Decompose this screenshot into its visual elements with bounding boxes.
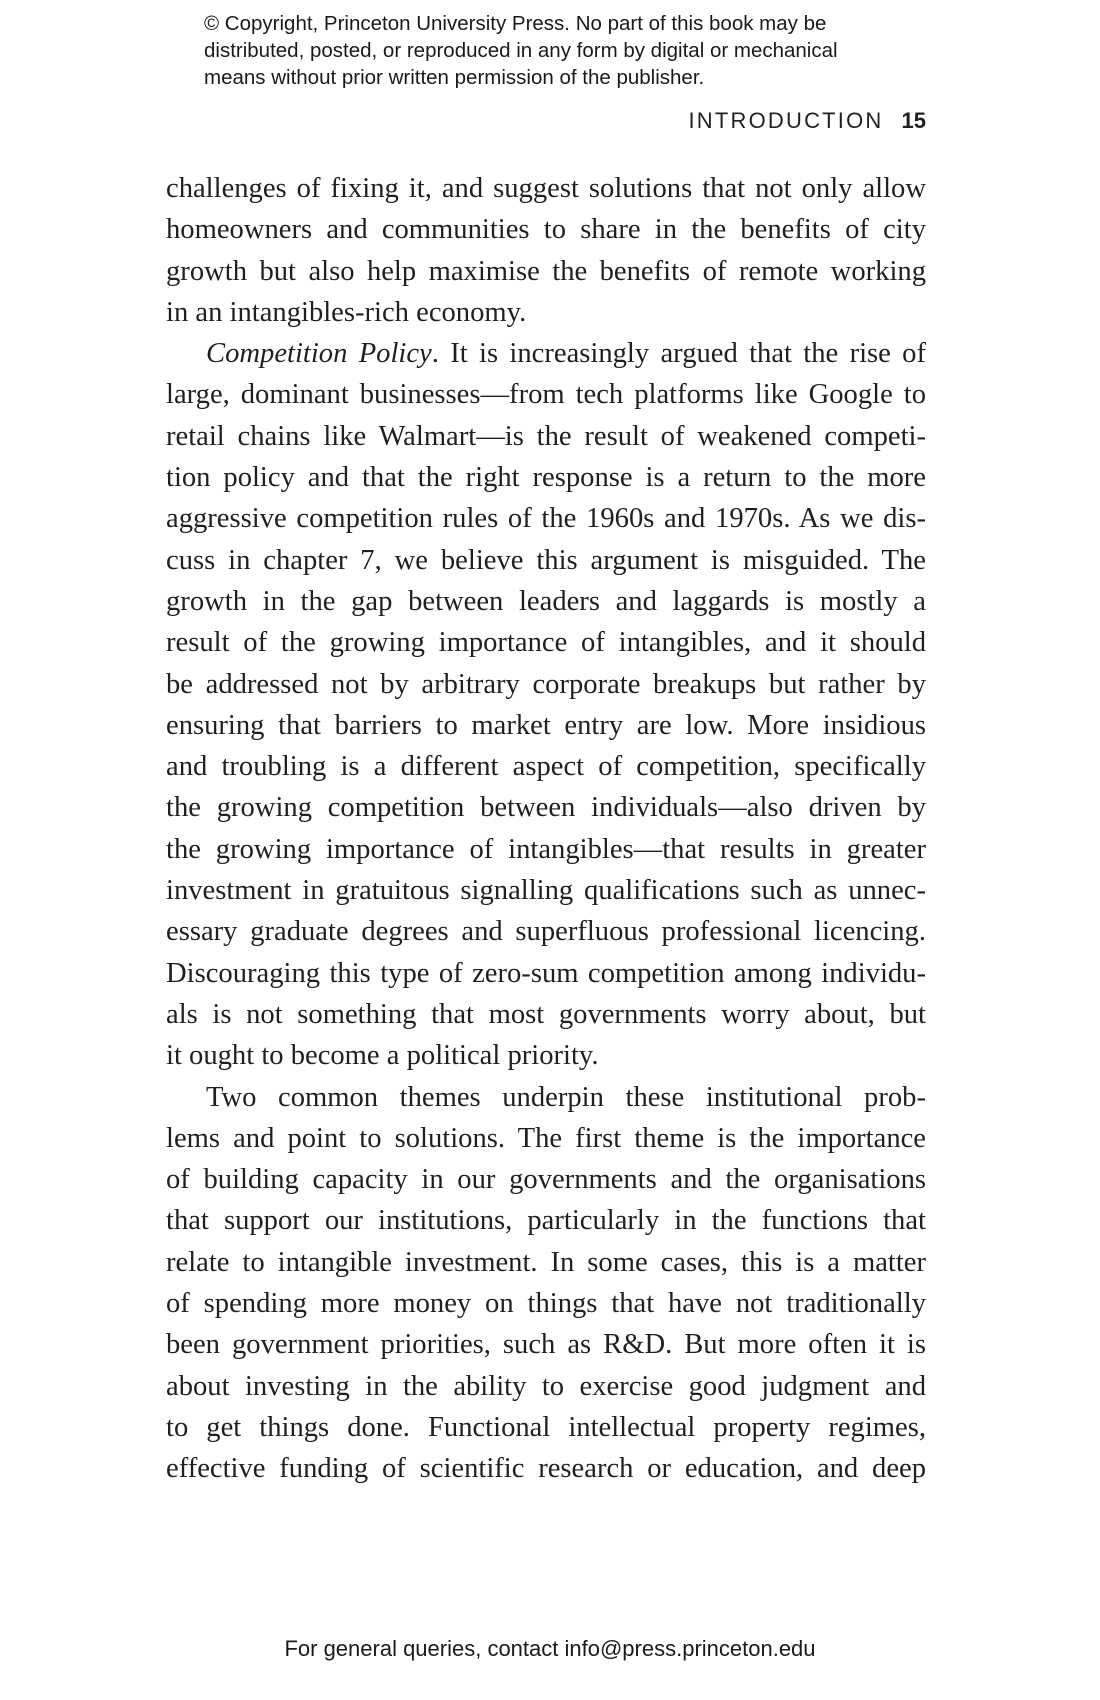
text-line: essary graduate degrees and superfluous professional licencing. — [166, 916, 926, 948]
text-line: als is not something that most governments worry about, but — [166, 998, 926, 1030]
text-line: in an intangibles-rich economy. — [166, 296, 527, 328]
running-head-section: INTRODUCTION — [688, 108, 884, 133]
running-head — [688, 108, 926, 134]
copyright-line: © Copyright, Princeton University Press. No part of this book may be — [204, 12, 827, 35]
text-line: challenges of fixing it, and suggest solutions that not only allow — [166, 173, 926, 204]
text-line: result of the growing importance of intangibles, and it should — [166, 627, 926, 659]
text-line: tion policy and that the right response is a return to the more — [166, 462, 926, 494]
text-line: been government priorities, such as R&D. But more often it is — [166, 1329, 926, 1361]
italic-lead-in: Competition Policy — [206, 338, 432, 370]
copyright-notice — [204, 10, 964, 91]
text-line: lems and point to solutions. The first theme is the importance — [166, 1122, 926, 1154]
text-line: homeowners and communities to share in the benefits of city — [166, 214, 926, 246]
text-line: of spending more money on things that have not traditionally — [166, 1288, 926, 1320]
page-number: 15 — [901, 108, 926, 133]
paragraph — [166, 1077, 926, 1490]
text-line: the growing importance of intangibles—that results in greater — [166, 833, 926, 865]
text-line: the growing competition between individuals—also driven by — [166, 792, 926, 824]
text-line: Discouraging this type of zero-sum competition among individu- — [166, 957, 926, 989]
text-line: of building capacity in our governments and the organisations — [166, 1164, 926, 1196]
paragraph — [166, 333, 926, 1076]
text-line: ensuring that barriers to market entry are low. More insidious — [166, 709, 926, 741]
text-line — [166, 333, 926, 374]
text-line: it ought to become a political priority. — [166, 1040, 599, 1072]
text-line: cuss in chapter 7, we believe this argument is misguided. The — [166, 544, 926, 576]
text-line: large, dominant businesses—from tech platforms like Google to — [166, 379, 926, 411]
text-line: retail chains like Walmart—is the result of weakened competi- — [166, 420, 926, 452]
paragraph — [166, 168, 926, 333]
text-line: relate to intangible investment. In some cases, this is a matter — [166, 1246, 926, 1278]
text-line: effective funding of scientific research or education, and deep — [166, 1453, 926, 1485]
text-line: be addressed not by arbitrary corporate breakups but rather by — [166, 668, 926, 700]
text-line: Two common themes underpin these institutional prob- — [206, 1081, 926, 1113]
copyright-line: distributed, posted, or reproduced in any form by digital or mechanical — [204, 39, 838, 62]
text-line: that support our institutions, particularly in the functions that — [166, 1205, 926, 1237]
footer-contact: For general queries, contact info@press.princeton.edu — [284, 1636, 816, 1661]
text-line: investment in gratuitous signalling qualifications such as unnec- — [166, 875, 926, 907]
text-line: growth but also help maximise the benefits of remote working — [166, 255, 926, 287]
body-text — [166, 168, 926, 1490]
text-fragment: . It is increasingly argued that the rise of — [431, 338, 927, 370]
text-line: growth in the gap between leaders and laggards is mostly a — [166, 585, 926, 617]
text-line: about investing in the ability to exercise good judgment and — [166, 1370, 926, 1402]
text-line: and troubling is a different aspect of competition, specifically — [166, 751, 926, 783]
copyright-line: means without prior written permission of the publisher. — [204, 66, 705, 89]
text-line: to get things done. Functional intellectual property regimes, — [166, 1411, 926, 1443]
text-line: aggressive competition rules of the 1960s and 1970s. As we dis- — [166, 503, 926, 535]
